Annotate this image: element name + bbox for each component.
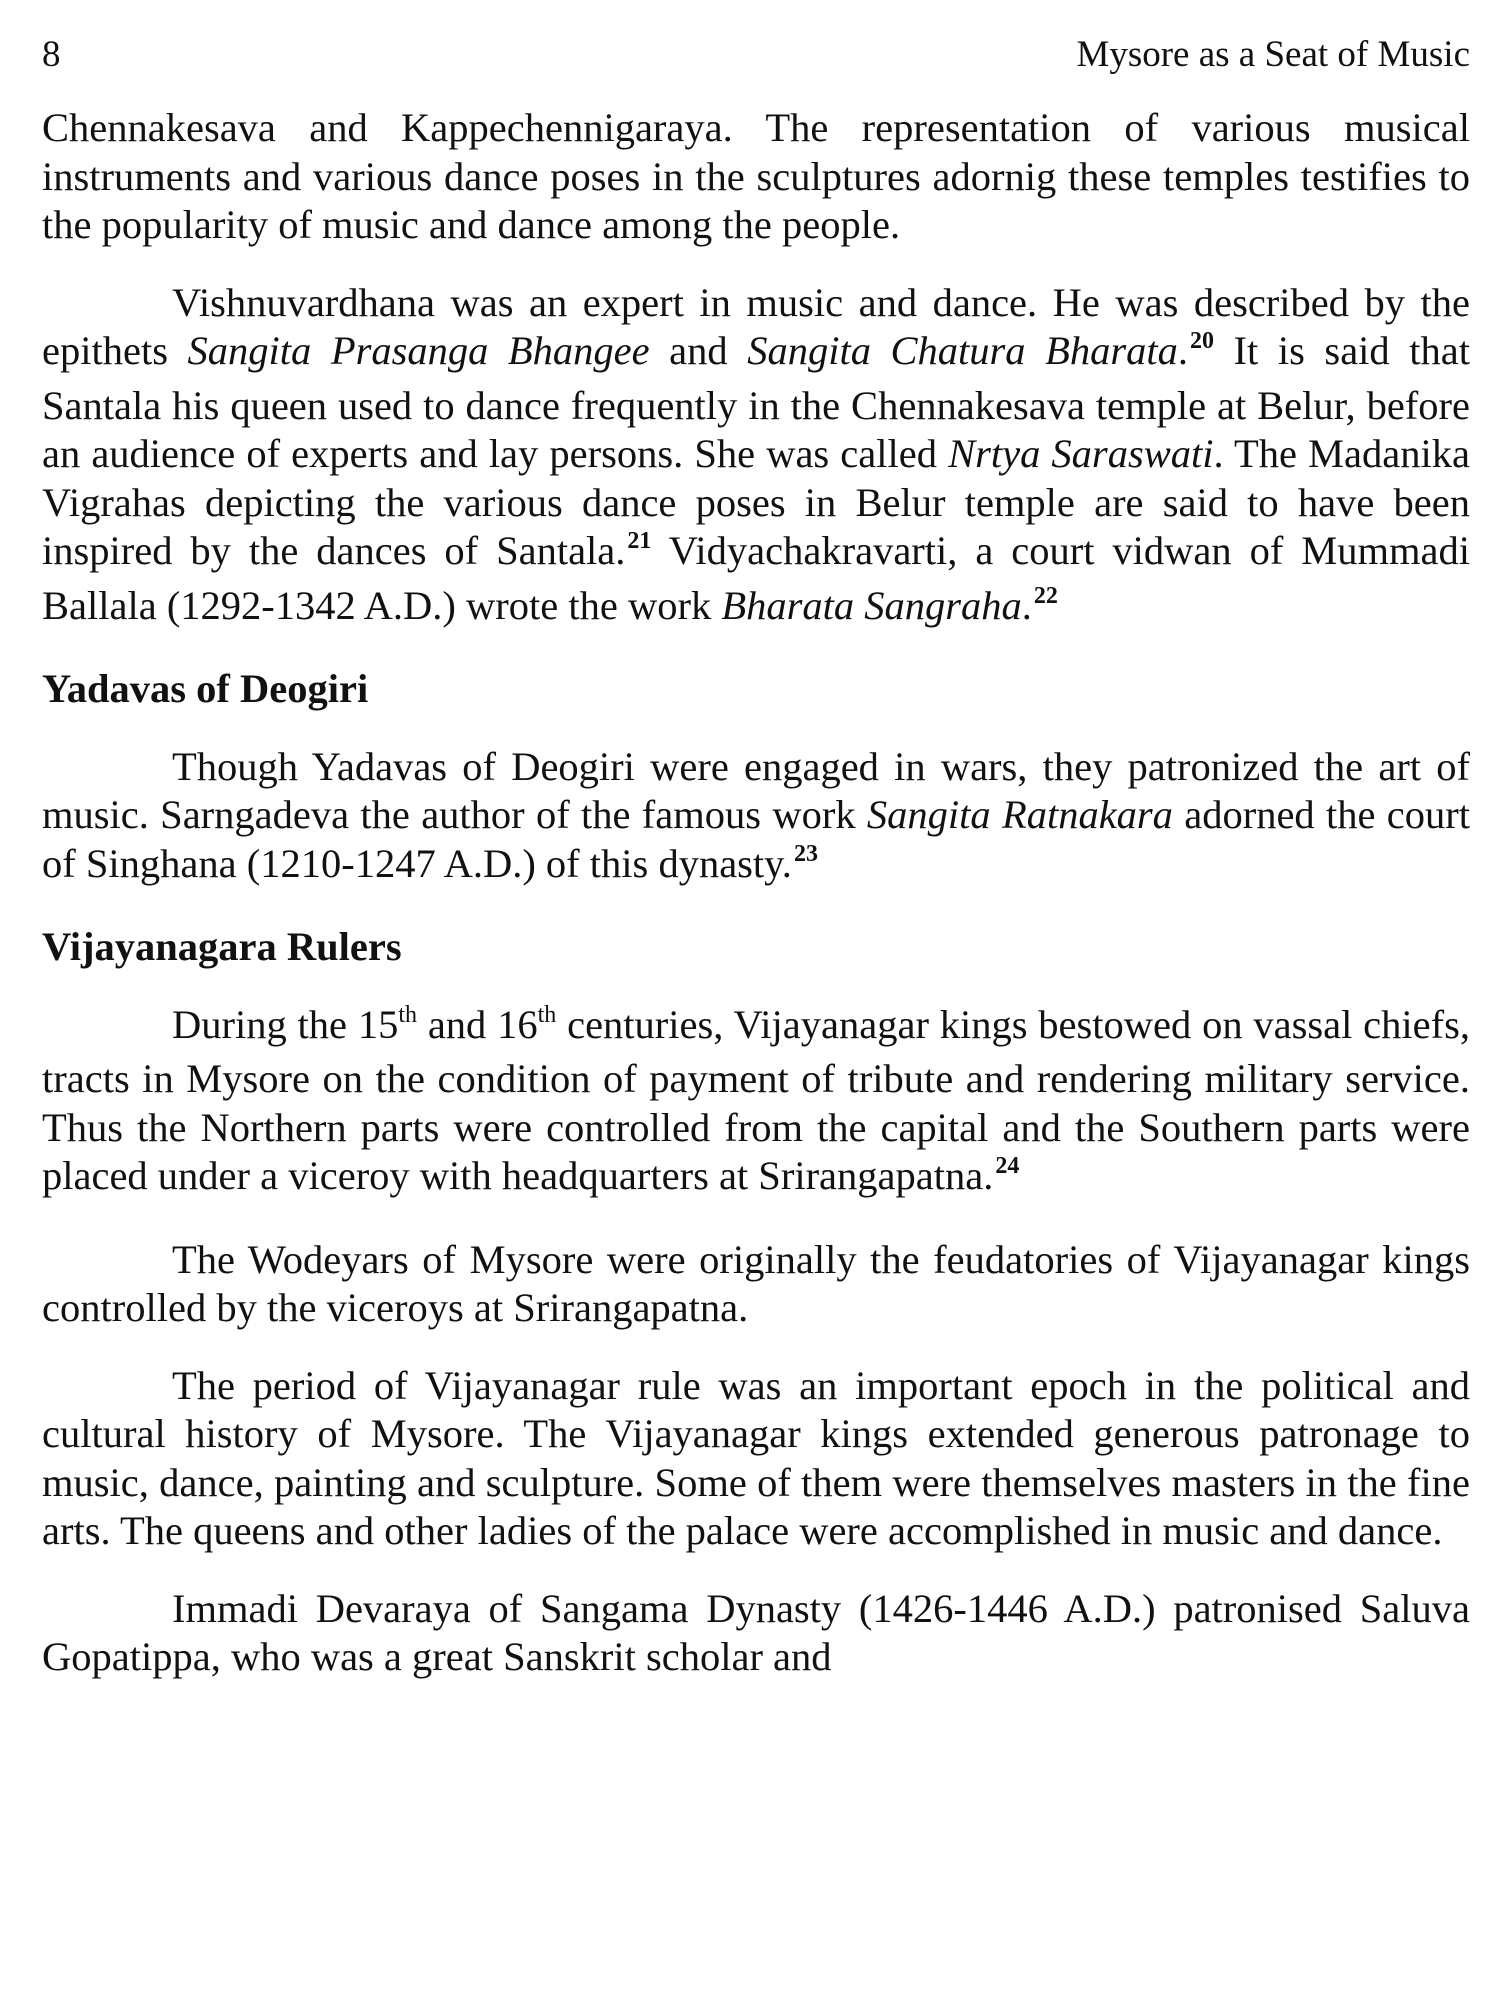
text-run: and (649, 328, 748, 373)
italic-title: Nrtya Saraswati (948, 431, 1214, 476)
paragraph-centuries (42, 1001, 1470, 1207)
text-run: Though Yadavas of Deogiri were engaged in wars, they patronized the art of music. Sarngadeva the author of the famous work (42, 743, 1470, 837)
body-text (42, 104, 1470, 1711)
text-run: . (1021, 582, 1032, 628)
text-run: adorned the court of Singhana (1210-1247 A.D.) of this dynasty. (42, 792, 1470, 886)
text-run: . The Madanika Vigrahas depicting the various dance poses in Belur temple are said to have been inspired by the dances of Santala. (42, 431, 1470, 573)
paragraph-text: The Wodeyars of Mysore were originally the feudatories of Vijayanagar kings controlled by the viceroys at Srirangapatna. (42, 1236, 1470, 1330)
paragraph-text: The period of Vijayanagar rule was an important epoch in the political and cultural history of Mysore. The Vijayanagar kings extended generous patronage to music, dance, painting and sculpture. Some of them were themselves masters in the fine arts. The queens and other ladies of the palace were accomplished in music and dance. (42, 1362, 1470, 1553)
paragraph-wodeyars (42, 1236, 1470, 1333)
paragraph-yadavas (42, 743, 1470, 895)
paragraph-text: Immadi Devaraya of Sangama Dynasty (1426-1446 A.D.) patronised Saluva Gopatippa, who was a great Sanskrit scholar and (42, 1585, 1470, 1679)
page-header (42, 30, 1470, 80)
italic-work-title: Sangita Ratnakara (866, 792, 1173, 837)
text-run: . (1177, 328, 1188, 373)
paragraph-continuation (42, 104, 1470, 250)
paragraph-vishnuvardhana (42, 279, 1470, 637)
text-run: and 16 (417, 1001, 538, 1047)
text-run: Vidyachakravarti, a court vidwan of Mummadi Ballala (1292-1342 A.D.) wrote the work (42, 528, 1470, 628)
text-run: It is said that Santala his queen used to dance frequently in the Chennakesava temple at Belur, before an audience of experts and lay persons. She was called (42, 328, 1470, 476)
paragraph-vijayanagar-rule (42, 1362, 1470, 1556)
footnote-marker: 23 (793, 840, 818, 867)
text-run: Vishnuvardhana was an expert in music and dance. He was described by the epithets (42, 279, 1470, 373)
footnote-marker: 20 (1190, 328, 1214, 354)
running-title: Mysore as a Seat of Music (1076, 34, 1470, 75)
page-number: 8 (42, 34, 61, 75)
text-run: centuries, Vijayanagar kings bestowed on vassal chiefs, tracts in Mysore on the condition of payment of tribute and rendering military service. Thus the Northern parts were controlled from the capital and the Southern parts were placed under a viceroy with headquarters at Srirangapatna. (42, 1001, 1471, 1198)
italic-epithet: Sangita Chatura Bharata (747, 328, 1178, 373)
ordinal-suffix: th (398, 1001, 418, 1028)
paragraph-immadi-devaraya (42, 1585, 1470, 1682)
ordinal-suffix: th (537, 1001, 557, 1028)
paragraph-text: Chennakesava and Kappechennigaraya. The representation of various musical instruments and various dance poses in the sculptures adornig these temples testifies to the popularity of music and dance among the people. (42, 105, 1470, 247)
section-heading-yadavas: Yadavas of Deogiri (42, 666, 369, 711)
footnote-marker: 24 (995, 1153, 1020, 1179)
italic-work-title: Bharata Sangraha (721, 582, 1022, 628)
italic-epithet: Sangita Prasanga Bhangee (187, 328, 650, 373)
text-run: During the 15 (172, 1001, 399, 1047)
section-heading-vijayanagara: Vijayanagara Rulers (42, 924, 402, 969)
footnote-marker: 22 (1033, 582, 1058, 609)
footnote-marker: 21 (627, 528, 652, 554)
